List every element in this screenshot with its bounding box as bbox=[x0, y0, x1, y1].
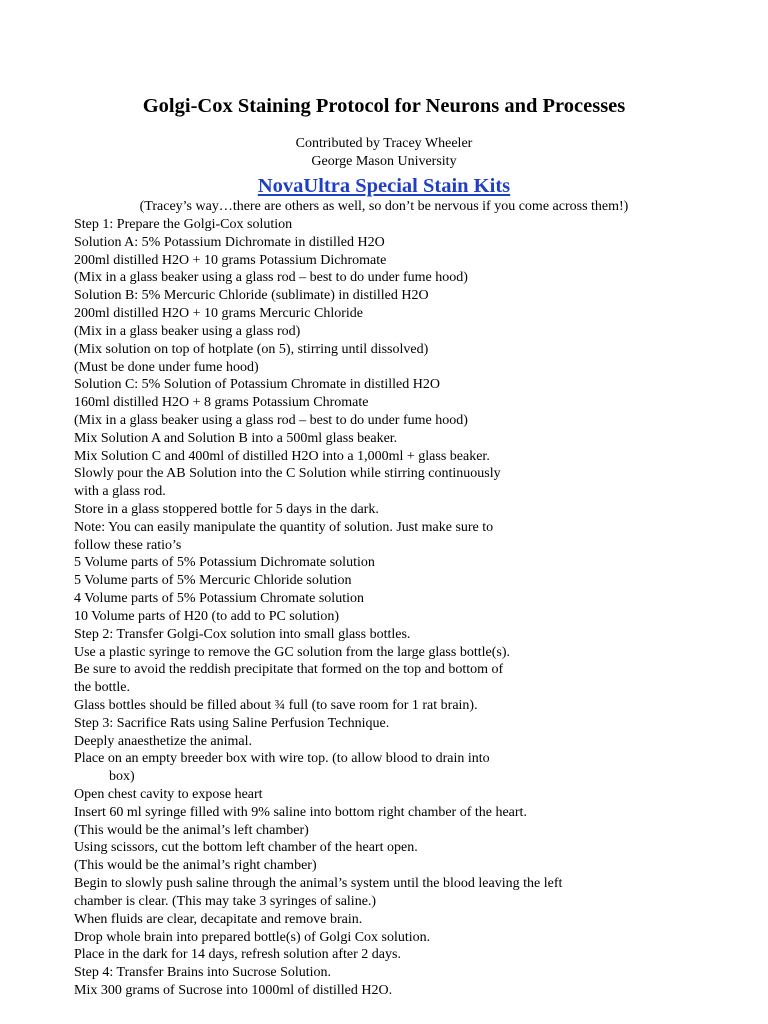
protocol-line: Slowly pour the AB Solution into the C Solution while stirring continuously bbox=[74, 466, 501, 482]
protocol-line: Begin to slowly push saline through the animal’s system until the blood leaving the left bbox=[74, 876, 563, 892]
protocol-line: Deeply anaesthetize the animal. bbox=[74, 733, 253, 749]
protocol-line: Open chest cavity to expose heart bbox=[74, 787, 263, 802]
protocol-line: Solution A: 5% Potassium Dichromate in distilled H2O bbox=[74, 234, 385, 250]
protocol-line: 160ml distilled H2O + 8 grams Potassium Chromate bbox=[74, 395, 369, 411]
protocol-line: (Must be done under fume hood) bbox=[74, 359, 259, 375]
protocol-line: Step 1: Prepare the Golgi-Cox solution bbox=[74, 217, 293, 232]
document-title: Golgi-Cox Staining Protocol for Neurons and Processes bbox=[142, 95, 626, 117]
contributor-line: Contributed by Tracey Wheeler bbox=[295, 136, 473, 151]
protocol-line: 200ml distilled H2O + 10 grams Mercuric Chloride bbox=[74, 306, 364, 322]
protocol-line: Using scissors, cut the bottom left chamber of the heart open. bbox=[74, 840, 418, 856]
institution-line: George Mason University bbox=[311, 154, 457, 169]
protocol-line: Insert 60 ml syringe filled with 9% saline into bottom right chamber of the heart. bbox=[74, 804, 527, 820]
protocol-line: (This would be the animal’s left chamber) bbox=[74, 822, 309, 838]
protocol-line: 4 Volume parts of 5% Potassium Chromate solution bbox=[74, 591, 364, 607]
protocol-line: (This would be the animal’s right chamber) bbox=[74, 858, 317, 874]
protocol-line: (Mix in a glass beaker using a glass rod – best to do under fume hood) bbox=[74, 270, 468, 286]
stain-kits-link[interactable]: NovaUltra Special Stain Kits bbox=[257, 175, 511, 197]
protocol-line: Be sure to avoid the reddish precipitate that formed on the top and bottom of bbox=[74, 662, 504, 678]
protocol-line: Note: You can easily manipulate the quantity of solution. Just make sure to bbox=[74, 519, 494, 535]
protocol-line: When fluids are clear, decapitate and remove brain. bbox=[74, 911, 363, 927]
protocol-line: Store in a glass stoppered bottle for 5 days in the dark. bbox=[74, 502, 379, 517]
protocol-line: Drop whole brain into prepared bottle(s) of Golgi Cox solution. bbox=[74, 929, 431, 945]
protocol-line: with a glass rod. bbox=[74, 484, 166, 500]
protocol-line: Mix Solution A and Solution B into a 500ml glass beaker. bbox=[74, 430, 398, 446]
protocol-line: (Mix in a glass beaker using a glass rod – best to do under fume hood) bbox=[74, 412, 468, 428]
protocol-line: Solution C: 5% Solution of Potassium Chromate in distilled H2O bbox=[74, 377, 440, 393]
protocol-line: Use a plastic syringe to remove the GC solution from the large glass bottle(s). bbox=[74, 644, 510, 660]
protocol-line: chamber is clear. (This may take 3 syringes of saline.) bbox=[74, 893, 377, 909]
protocol-line: Step 4: Transfer Brains into Sucrose Solution. bbox=[74, 965, 332, 981]
protocol-line: Place on an empty breeder box with wire top. (to allow blood to drain into bbox=[74, 751, 490, 767]
protocol-line: follow these ratio’s bbox=[74, 537, 182, 553]
protocol-body bbox=[74, 216, 754, 1000]
protocol-line: Place in the dark for 14 days, refresh solution after 2 days. bbox=[74, 947, 401, 963]
protocol-line: 5 Volume parts of 5% Mercuric Chloride solution bbox=[74, 573, 352, 589]
protocol-line: 5 Volume parts of 5% Potassium Dichromate solution bbox=[74, 555, 375, 571]
protocol-line: box) bbox=[74, 769, 135, 785]
protocol-line: Step 3: Sacrifice Rats using Saline Perfusion Technique. bbox=[74, 715, 390, 731]
protocol-line: Mix Solution C and 400ml of distilled H2O into a 1,000ml + glass beaker. bbox=[74, 448, 490, 464]
protocol-line: 200ml distilled H2O + 10 grams Potassium Dichromate bbox=[74, 252, 387, 268]
protocol-line: Step 2: Transfer Golgi-Cox solution into small glass bottles. bbox=[74, 626, 411, 642]
protocol-line: Solution B: 5% Mercuric Chloride (sublimate) in distilled H2O bbox=[74, 288, 429, 304]
intro-note: (Tracey’s way…there are others as well, so don’t be nervous if you come across them!) bbox=[139, 199, 629, 214]
protocol-line: 10 Volume parts of H20 (to add to PC solution) bbox=[74, 608, 340, 624]
protocol-line: the bottle. bbox=[74, 680, 130, 696]
protocol-line: Mix 300 grams of Sucrose into 1000ml of distilled H2O. bbox=[74, 982, 393, 998]
protocol-line: (Mix in a glass beaker using a glass rod) bbox=[74, 323, 301, 339]
protocol-line: Glass bottles should be filled about ¾ full (to save room for 1 rat brain). bbox=[74, 697, 478, 713]
protocol-line: (Mix solution on top of hotplate (on 5), stirring until dissolved) bbox=[74, 341, 429, 357]
